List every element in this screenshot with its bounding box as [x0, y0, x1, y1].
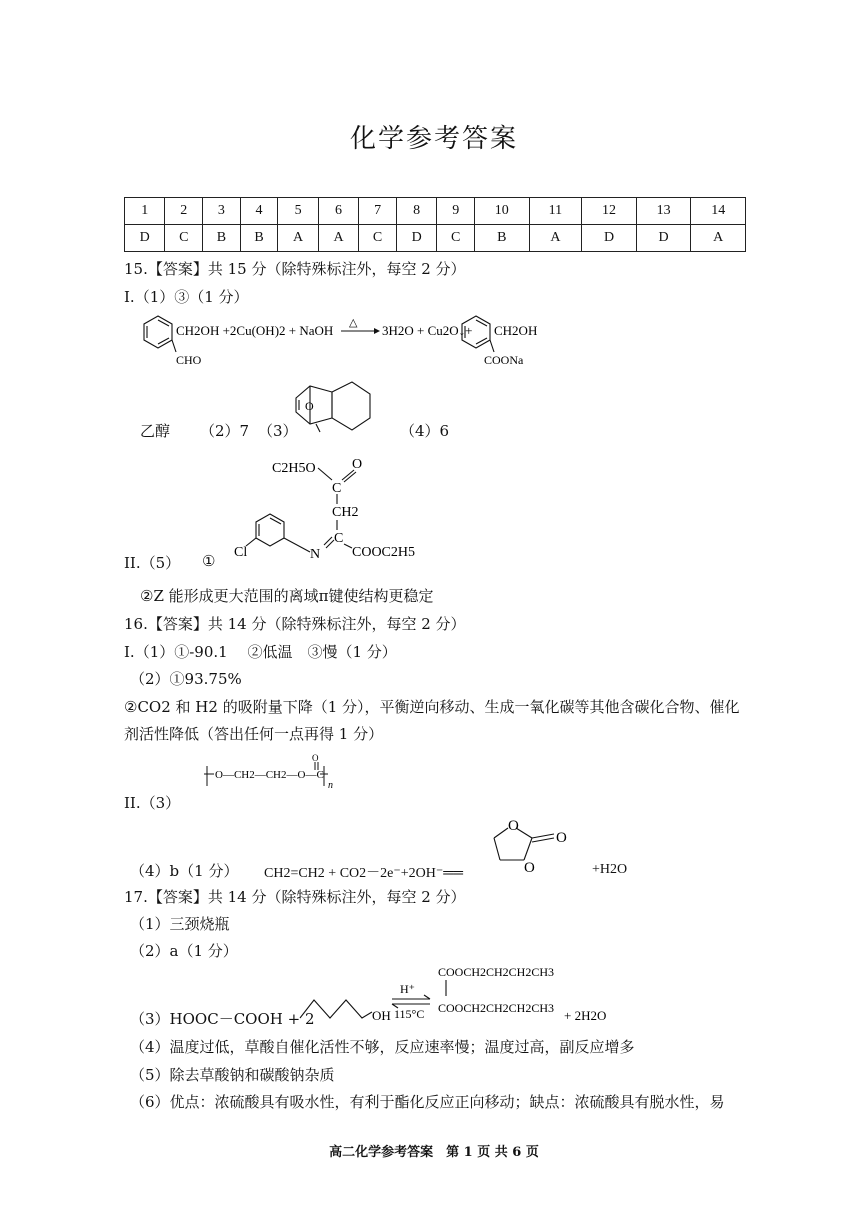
table-cell: C	[437, 225, 475, 252]
ring-oxygen-top: O	[508, 818, 519, 834]
equation-right: 3H2O + Cu2O↓+	[382, 323, 473, 338]
q15-ii5-circle: ①	[202, 552, 216, 570]
z-ch2: CH2	[332, 505, 359, 520]
q15-answer-1: I.（1）③（1 分）	[124, 288, 249, 306]
page-title: 化学参考答案	[349, 124, 518, 154]
table-cell: 14	[691, 198, 746, 225]
reaction-temperature: 115°C	[394, 1007, 425, 1021]
acid-catalyst: H⁺	[400, 982, 415, 996]
q15-note-2: ②Z 能形成更大范围的离域π键使结构更稳定	[140, 587, 434, 605]
table-cell: 8	[396, 198, 436, 225]
q16-water: +H2O	[592, 862, 628, 877]
answer-table-numbers-row	[125, 198, 746, 225]
q17-answer-1: （1）三颈烧瓶	[130, 915, 230, 933]
table-cell: B	[240, 225, 278, 252]
ring-oxygen-bottom: O	[524, 860, 535, 876]
table-cell: B	[203, 225, 241, 252]
carbonyl-oxygen: O	[556, 830, 567, 846]
table-cell: 9	[437, 198, 475, 225]
table-cell: 4	[240, 198, 278, 225]
cho-label: CHO	[176, 353, 202, 367]
ester-top: COOCH2CH2CH2CH3	[438, 965, 555, 979]
table-cell: 5	[278, 198, 318, 225]
equation-left: CH2OH +2Cu(OH)2 + NaOH	[176, 323, 334, 338]
q17-answer-3: （3）HOOC－COOH + 2	[130, 1010, 315, 1028]
q16-answer-2: （2）①93.75%	[130, 670, 242, 688]
table-cell: D	[582, 225, 637, 252]
benzene-ring-left	[144, 316, 176, 352]
z-carbonyl-o: O	[352, 457, 363, 472]
q15-answer-4: （4）6	[400, 422, 450, 440]
table-cell: 6	[318, 198, 358, 225]
z-chlorine: Cl	[234, 545, 248, 560]
table-cell: 2	[165, 198, 203, 225]
table-cell: 10	[475, 198, 530, 225]
q17-answer-6: （6）优点：浓硫酸具有吸水性，有利于酯化反应正向移动；缺点：浓硫酸具有脱水性，易	[130, 1093, 725, 1111]
q16-answer-4: （4）b（1 分）	[130, 862, 239, 880]
q15-ethanol: 乙醇	[140, 422, 171, 440]
q16-answer-1: I.（1）①-90.1 ②低温 ③慢（1 分）	[124, 643, 397, 661]
table-cell: 7	[359, 198, 397, 225]
q16-equation: CH2=CH2 + CO2－2e⁻+2OH⁻══	[264, 866, 464, 881]
table-cell: 12	[582, 198, 637, 225]
polymer-unit: O—CH2—CH2—O—C	[215, 769, 324, 781]
heat-condition: △	[349, 317, 358, 329]
table-cell: 3	[203, 198, 241, 225]
coona-label: COONa	[484, 353, 524, 367]
z-cooc2h5: COOC2H5	[352, 545, 416, 560]
table-cell: 11	[529, 198, 582, 225]
table-cell: A	[278, 225, 318, 252]
compound-z-structure	[230, 452, 450, 570]
table-cell: A	[691, 225, 746, 252]
q15-reaction-equation	[140, 312, 550, 372]
q16-ii3-label: II.（3）	[124, 794, 181, 812]
q15-answer-2: （2）7	[200, 422, 250, 440]
polymer-n: n	[328, 780, 333, 791]
table-cell: D	[396, 225, 436, 252]
ester-bottom: COOCH2CH2CH2CH3	[438, 1001, 555, 1015]
water-product: + 2H2O	[564, 1008, 607, 1023]
answer-table	[124, 197, 746, 252]
ch2oh-label: CH2OH	[494, 323, 538, 338]
z-carbon-upper: C	[332, 481, 342, 496]
table-cell: 1	[125, 198, 165, 225]
table-cell: A	[529, 225, 582, 252]
q15-ii5-label: II.（5）	[124, 554, 181, 572]
z-ester-label: C2H5O	[272, 461, 316, 476]
q17-answer-2: （2）a（1 分）	[130, 942, 238, 960]
bicyclic-structure	[286, 378, 386, 438]
bridge-oxygen-label: O	[305, 399, 314, 413]
q17-answer-5: （5）除去草酸钠和碳酸钠杂质	[130, 1066, 335, 1084]
q15-header: 15.【答案】共 15 分（除特殊标注外，每空 2 分）	[124, 260, 466, 278]
butanol-oh: OH	[372, 1008, 391, 1023]
table-cell: 13	[636, 198, 691, 225]
q17-answer-4: （4）温度过低，草酸自催化活性不够，反应速率慢；温度过高，副反应增多	[130, 1038, 635, 1056]
ethylene-carbonate-structure	[486, 812, 586, 880]
esterification-equation	[296, 960, 626, 1030]
table-cell: D	[636, 225, 691, 252]
table-cell: C	[165, 225, 203, 252]
table-cell: A	[318, 225, 358, 252]
polymer-carbonyl-o: O	[312, 753, 319, 763]
table-cell: C	[359, 225, 397, 252]
polycarbonate-polymer	[196, 753, 366, 796]
q16-answer-2b-line2: 剂活性降低（答出任何一点再得 1 分）	[124, 725, 384, 743]
z-nitrogen: N	[310, 547, 321, 562]
page-footer: 高二化学参考答案 第 1 页 共 6 页	[329, 1145, 539, 1160]
answer-table-answers-row	[125, 225, 746, 252]
z-carbon-lower: C	[334, 531, 344, 546]
q17-header: 17.【答案】共 14 分（除特殊标注外，每空 2 分）	[124, 888, 466, 906]
q15-answer-3-label: （3）	[258, 422, 298, 440]
q16-answer-2b-line1: ②CO2 和 H2 的吸附量下降（1 分），平衡逆向移动、生成一氧化碳等其他含碳化合物、催化	[124, 698, 740, 716]
q16-header: 16.【答案】共 14 分（除特殊标注外，每空 2 分）	[124, 615, 466, 633]
table-cell: B	[475, 225, 530, 252]
table-cell: D	[125, 225, 165, 252]
